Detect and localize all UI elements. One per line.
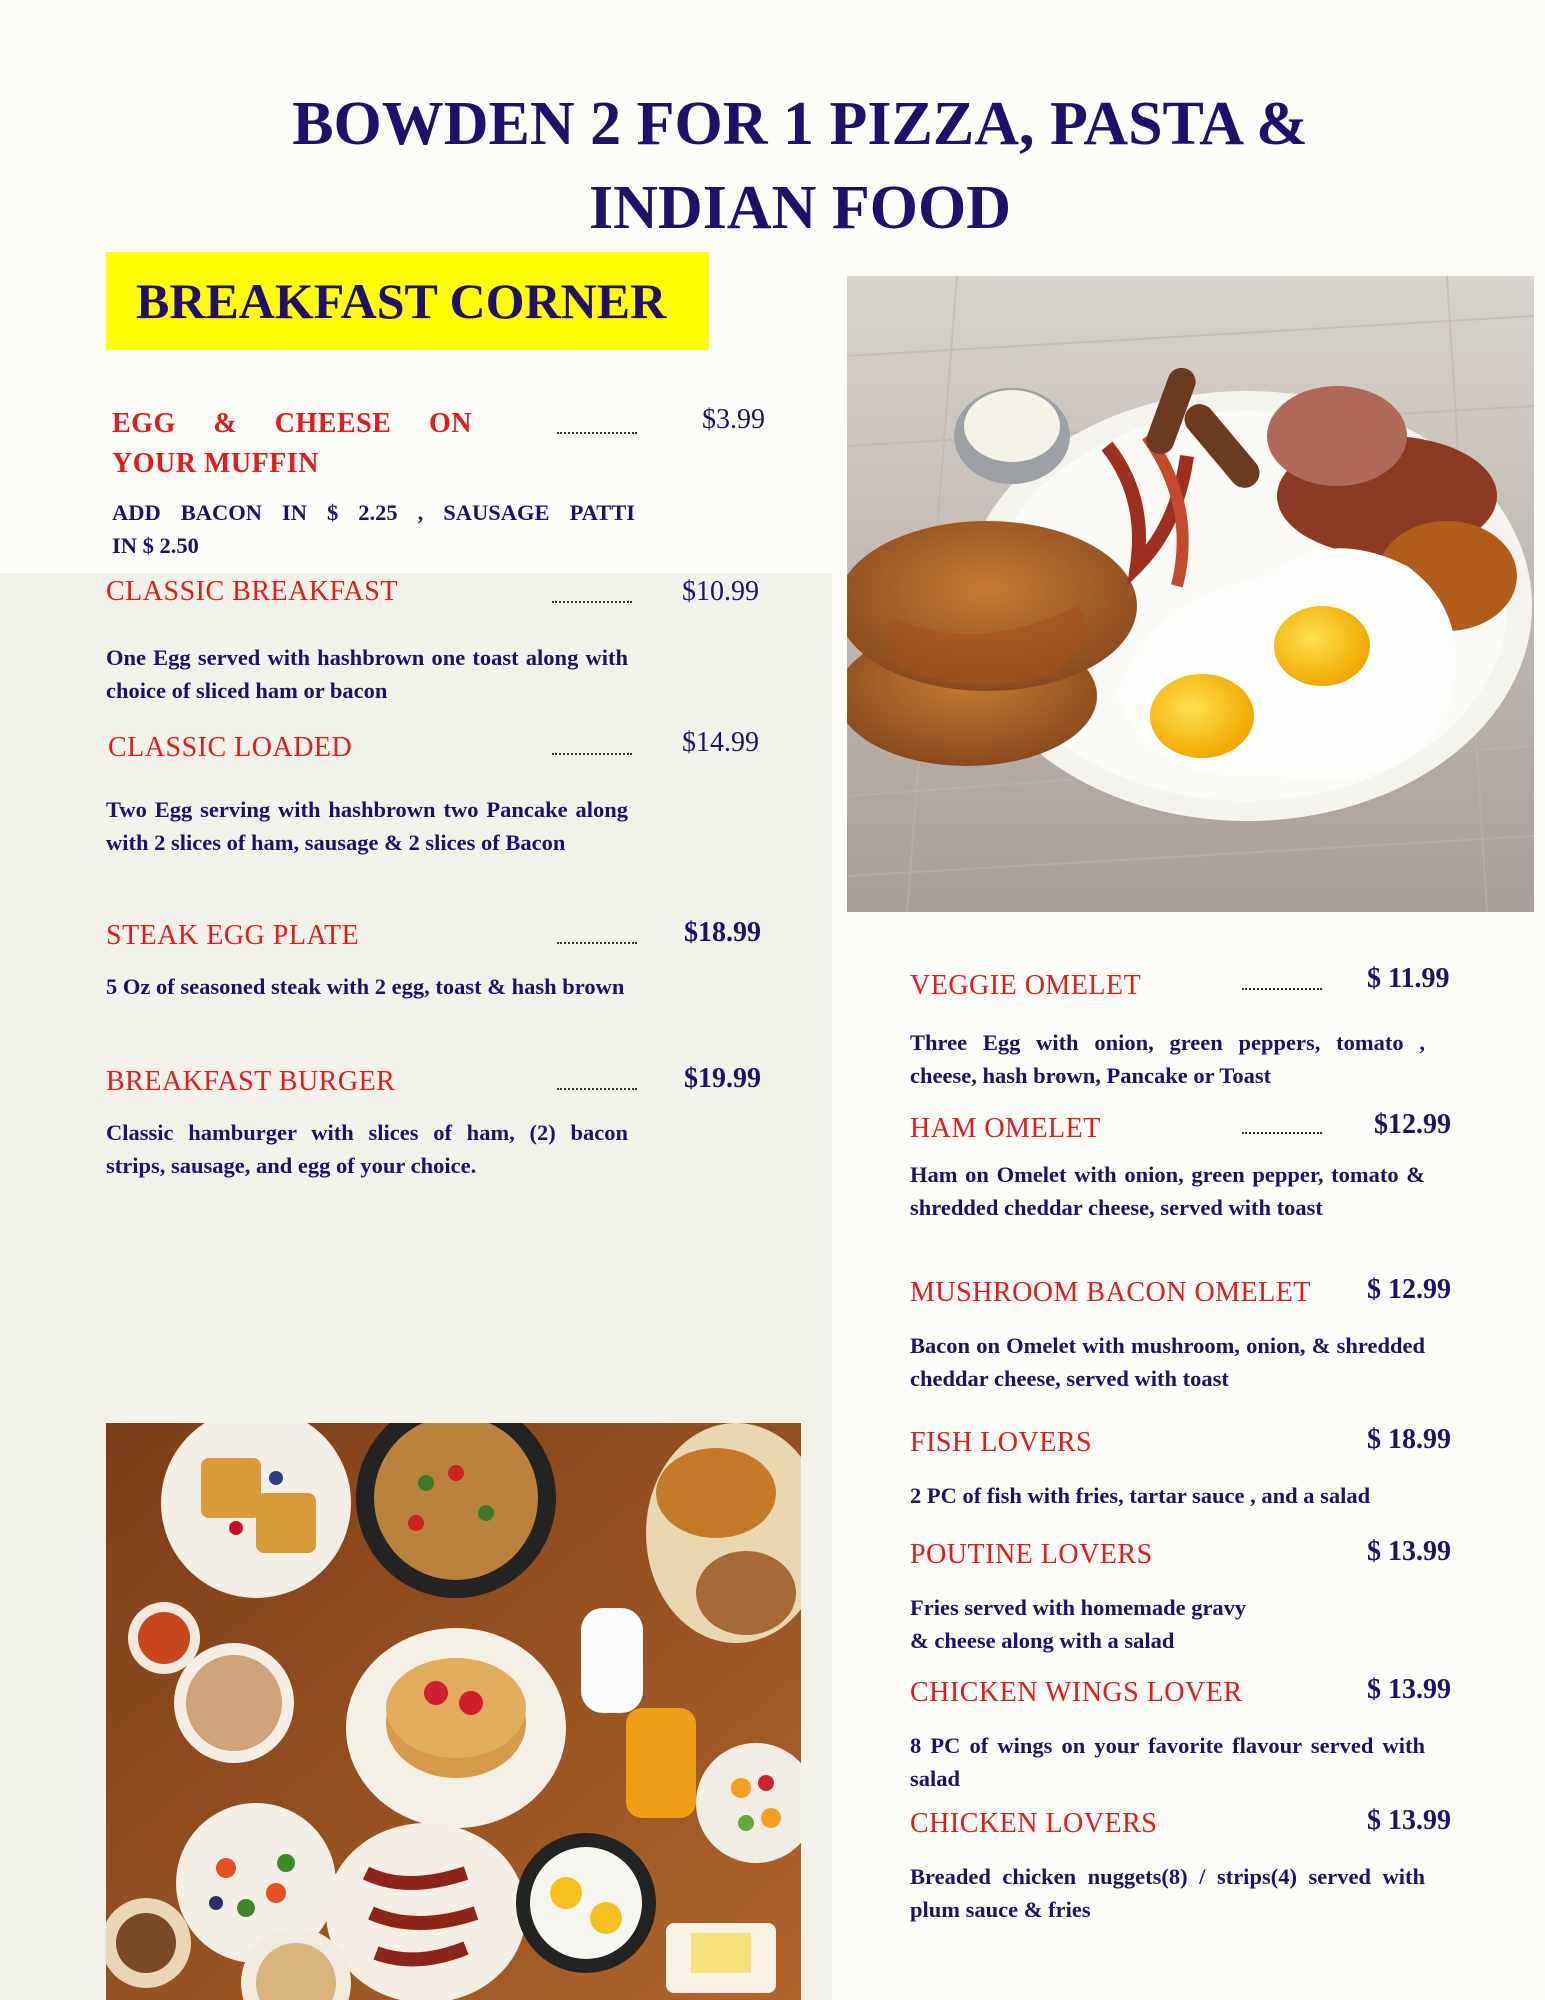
pancakes-eggs-plate-photo	[847, 276, 1534, 912]
menu-item-description: 5 Oz of seasoned steak with 2 egg, toast & hash brown	[106, 974, 625, 999]
menu-item-name-line: YOUR MUFFIN	[112, 448, 319, 479]
menu-item-description: Bacon on Omelet with mushroom, onion, & shredded cheddar cheese, served with toast	[910, 1333, 1425, 1391]
dot-leader	[557, 432, 637, 434]
menu-item-name: VEGGIE OMELET	[910, 970, 1142, 1001]
menu-item-price: $ 11.99	[1367, 963, 1450, 994]
menu-item-description: 8 PC of wings on your favorite flavour served with salad	[910, 1733, 1425, 1791]
breakfast-spread-photo	[106, 1423, 801, 2000]
menu-item-price: $19.99	[684, 1063, 761, 1094]
menu-item-name: BREAKFAST BURGER	[106, 1066, 396, 1097]
dot-leader	[557, 1088, 637, 1090]
menu-item-price: $ 13.99	[1367, 1805, 1451, 1836]
menu-item-price: $14.99	[682, 727, 759, 758]
section-banner-label: BREAKFAST CORNER	[136, 273, 667, 329]
title-line-2: INDIAN FOOD	[589, 174, 1011, 242]
dot-leader	[552, 601, 632, 603]
menu-item-name: CHICKEN WINGS LOVER	[910, 1677, 1243, 1708]
dot-leader	[1242, 1132, 1322, 1134]
dot-leader	[1242, 988, 1322, 990]
desc-line: IN $ 2.50	[112, 533, 199, 558]
menu-item-price: $10.99	[682, 576, 759, 607]
menu-item-name	[112, 404, 472, 484]
menu-item-description: One Egg served with hashbrown one toast along with choice of sliced ham or bacon	[106, 645, 628, 703]
dot-leader	[557, 942, 637, 944]
menu-item-price: $3.99	[702, 404, 765, 435]
menu-item-price: $ 18.99	[1367, 1424, 1451, 1455]
desc-line: & cheese along with a salad	[910, 1628, 1175, 1653]
menu-item-price: $12.99	[1374, 1109, 1451, 1140]
menu-item-name-line: EGG & CHEESE ON	[112, 408, 472, 439]
menu-item-description	[112, 496, 635, 562]
dot-leader	[552, 753, 632, 755]
menu-item-description: Breaded chicken nuggets(8) / strips(4) served with plum sauce & fries	[910, 1864, 1425, 1922]
menu-item-description: Two Egg serving with hashbrown two Pancake along with 2 slices of ham, sausage & 2 slices of Bacon	[106, 797, 628, 855]
menu-item-price: $ 13.99	[1367, 1674, 1451, 1705]
menu-item-name: CHICKEN LOVERS	[910, 1808, 1158, 1839]
menu-item-name: CLASSIC LOADED	[108, 732, 353, 763]
page-title	[0, 82, 1545, 250]
menu-item-name: POUTINE LOVERS	[910, 1539, 1153, 1570]
section-banner	[106, 252, 709, 350]
menu-item-description: Ham on Omelet with onion, green pepper, tomato & shredded cheddar cheese, served with toast	[910, 1162, 1425, 1220]
menu-item-name: STEAK EGG PLATE	[106, 920, 360, 951]
menu-item-description: Three Egg with onion, green peppers, tomato , cheese, hash brown, Pancake or Toast	[910, 1030, 1425, 1088]
menu-item-description: Classic hamburger with slices of ham, (2) bacon strips, sausage, and egg of your choice.	[106, 1120, 628, 1178]
menu-item-price: $18.99	[684, 917, 761, 948]
title-line-1: BOWDEN 2 FOR 1 PIZZA, PASTA &	[292, 90, 1308, 158]
desc-line: ADD BACON IN $ 2.25 , SAUSAGE PATTI	[112, 500, 635, 525]
menu-item-name: FISH LOVERS	[910, 1427, 1093, 1458]
menu-item-price: $ 13.99	[1367, 1536, 1451, 1567]
desc-line: Fries served with homemade gravy	[910, 1595, 1247, 1620]
menu-item-price: $ 12.99	[1367, 1274, 1451, 1305]
menu-item-name: CLASSIC BREAKFAST	[106, 576, 398, 607]
menu-item-name: MUSHROOM BACON OMELET	[910, 1277, 1311, 1308]
menu-item-name: HAM OMELET	[910, 1113, 1101, 1144]
menu-item-description: 2 PC of fish with fries, tartar sauce , and a salad	[910, 1483, 1371, 1508]
menu-item-description	[910, 1591, 1430, 1657]
